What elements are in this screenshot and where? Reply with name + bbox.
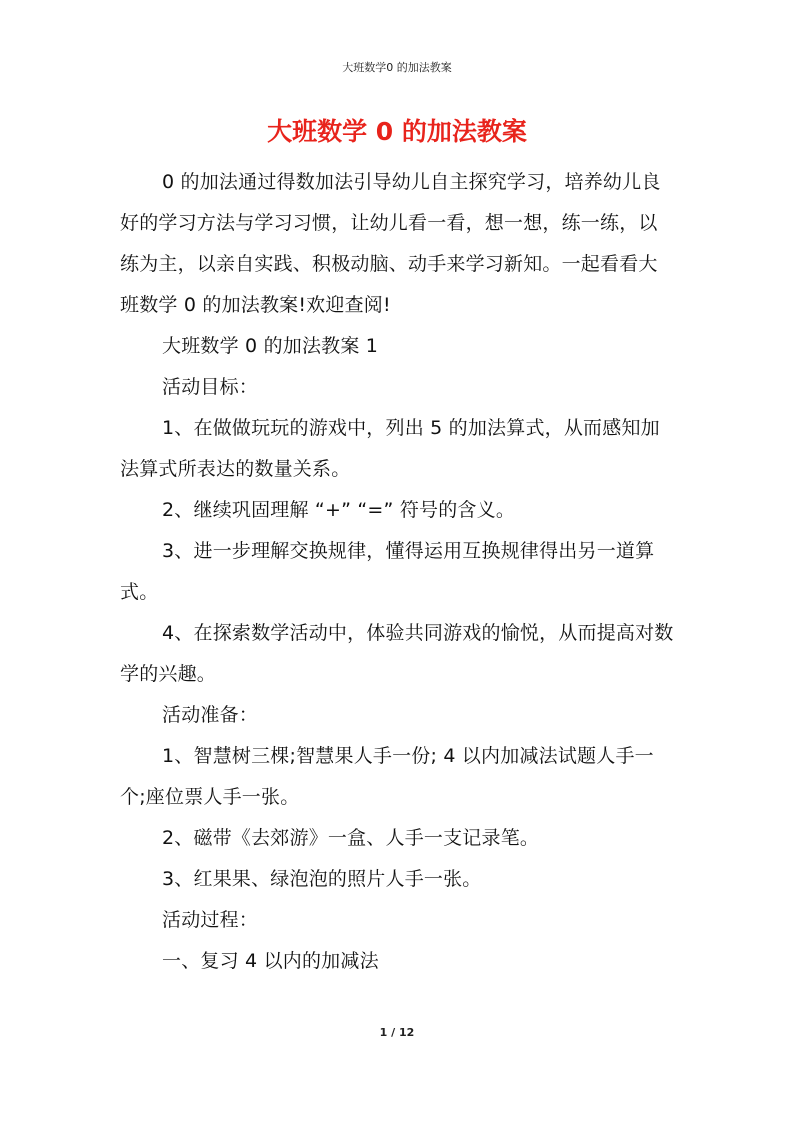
activity-goals-heading: 活动目标： [162, 376, 259, 398]
preparation-item: 1、智慧树三棵;智慧果人手一份; 4 以内加减法试题人手一个;座位票人手一张。 [120, 745, 654, 808]
document-title: 大班数学 0 的加法教案 [267, 117, 527, 146]
goal-item: 4、在探索数学活动中，体验共同游戏的愉悦，从而提高对数学的兴趣。 [120, 622, 674, 685]
goal-item: 1、在做做玩玩的游戏中，列出 5 的加法算式，从而感知加法算式所表达的数量关系。 [120, 417, 660, 480]
page-number: 1 / 12 [379, 1026, 415, 1039]
preparation-item: 2、磁带《去郊游》一盒、人手一支记录笔。 [162, 827, 540, 849]
activity-preparation-heading: 活动准备： [162, 704, 259, 726]
process-step: 一、复习 4 以内的加减法 [162, 950, 379, 972]
section-heading: 大班数学 0 的加法教案 1 [162, 335, 379, 357]
document-body [120, 162, 676, 982]
preparation-item: 3、红果果、绿泡泡的照片人手一张。 [162, 868, 482, 890]
page-header: 大班数学0 的加法教案 [342, 61, 452, 74]
activity-process-heading: 活动过程： [162, 909, 259, 931]
goal-item: 3、进一步理解交换规律，懂得运用互换规律得出另一道算式。 [120, 540, 655, 603]
intro-paragraph: 0 的加法通过得数加法引导幼儿自主探究学习，培养幼儿良好的学习方法与学习习惯，让幼儿看一看，想一想，练一练，以练为主，以亲自实践、积极动脑、动手来学习新知。一起看看大班数学 0 的加法教案!欢迎查阅! [120, 171, 661, 316]
goal-item: 2、继续巩固理解 “+” “=” 符号的含义。 [162, 499, 516, 521]
